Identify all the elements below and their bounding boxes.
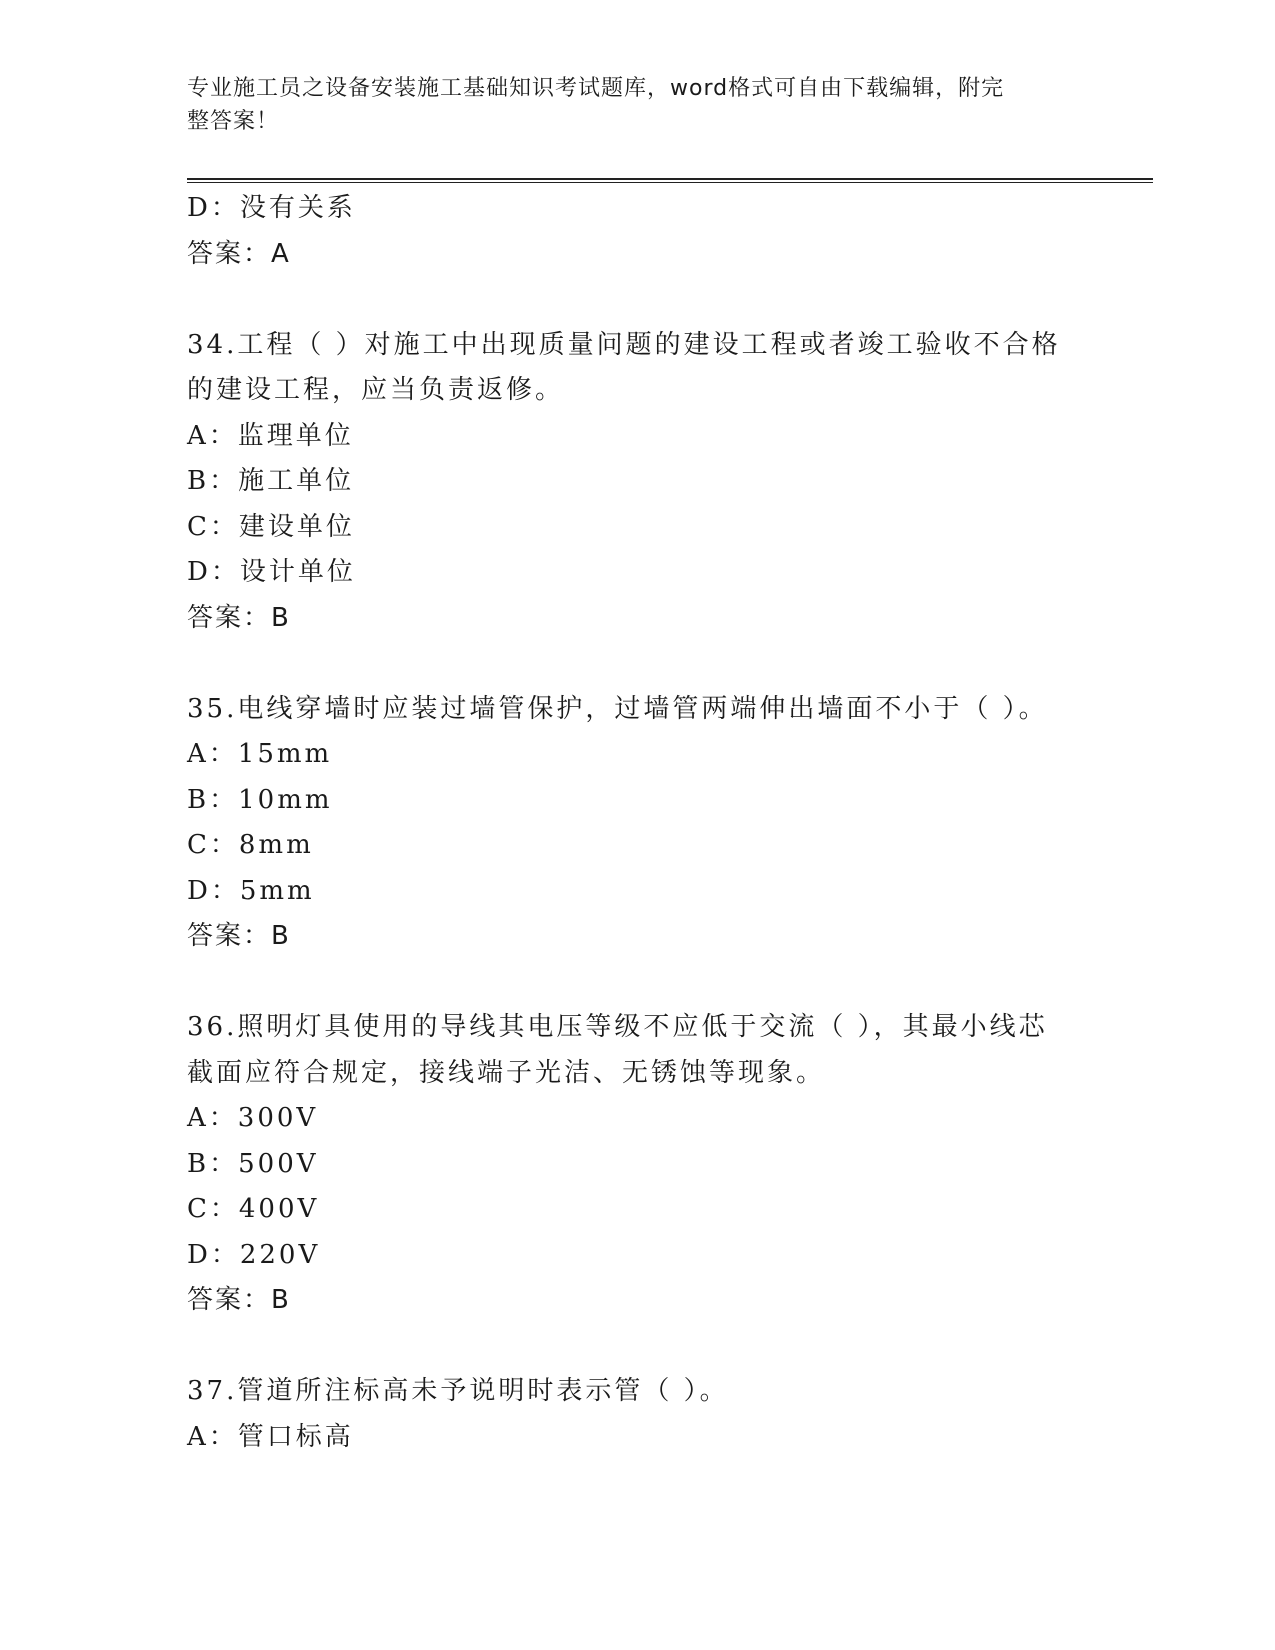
question-list [187,186,1117,1460]
question-stem: 的建设工程，应当负责返修。 [187,375,565,405]
answer-line: 答案：B [187,1285,291,1315]
option-c: C：建设单位 [187,511,355,542]
option-a: A：300V [187,1103,319,1133]
spacer [187,277,1117,323]
question-stem: 37.管道所注标高未予说明时表示管（ ）。 [187,1376,729,1406]
header-divider-top [187,178,1153,180]
header-line-2: 整答案！ [187,109,280,134]
spacer [187,641,1117,687]
header-divider-bottom [187,182,1153,183]
header-line-1: 专业施工员之设备安装施工基础知识考试题库，word格式可自由下载编辑，附完 [187,76,1005,101]
answer-line: 答案：A [187,238,291,269]
option-a: A：监理单位 [187,420,354,451]
question-stem: 36.照明灯具使用的导线其电压等级不应低于交流（ ），其最小线芯 [187,1012,1048,1042]
option-b: B：施工单位 [187,466,355,496]
question-stem: 35.电线穿墙时应装过墙管保护，过墙管两端伸出墙面不小于（ ）。 [187,693,1048,724]
option-d: D：设计单位 [187,557,356,587]
spacer [187,1324,1117,1370]
option-d: D：220V [187,1239,321,1270]
option-a: A：管口标高 [187,1421,354,1452]
spacer [187,960,1117,1006]
option-c: C：8mm [187,830,314,860]
question-stem: 34.工程（ ）对施工中出现质量问题的建设工程或者竣工验收不合格 [187,329,1061,360]
question-stem: 截面应符合规定，接线端子光洁、无锈蚀等现象。 [187,1057,826,1088]
option-d: D：5mm [187,875,315,906]
option-a: A：15mm [187,739,333,769]
option-b: B：10mm [187,784,333,815]
document-header [187,72,1067,138]
option-b: B：500V [187,1148,319,1179]
answer-line: 答案：B [187,921,291,951]
option-d: D：没有关系 [187,193,356,223]
option-c: C：400V [187,1194,320,1224]
answer-line: 答案：B [187,602,291,633]
